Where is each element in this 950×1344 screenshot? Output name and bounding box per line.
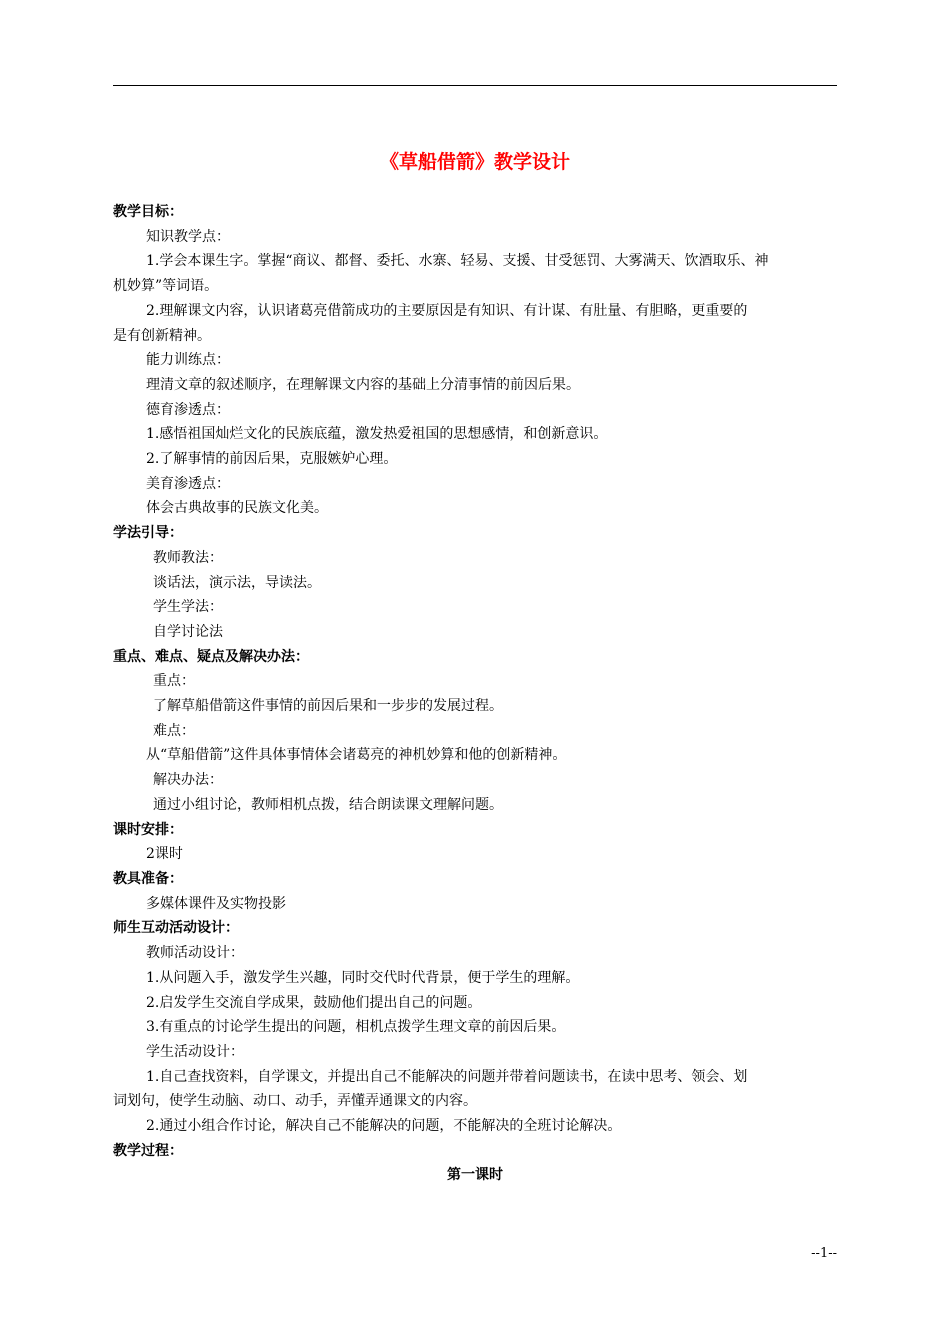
teacher-activity-3: 3.有重点的讨论学生提出的问题，相机点拨学生理文章的前因后果。 [146, 1019, 566, 1036]
student-activity-1a: 1.自己查找资料，自学课文，并提出自己不能解决的问题并带着问题读书，在读中思考、领会、划 [146, 1068, 748, 1085]
teacher-method-text: 谈话法，演示法，导读法。 [153, 574, 321, 591]
solution-label: 解决办法： [153, 772, 223, 789]
section-heading-key-points: 重点、难点、疑点及解决办法： [113, 648, 309, 665]
ability-item-1: 理清文章的叙述顺序，在理解课文内容的基础上分清事情的前因后果。 [146, 376, 580, 393]
teacher-method-label: 教师教法： [153, 549, 223, 566]
key-text: 了解草船借箭这件事情的前因后果和一步步的发展过程。 [153, 698, 503, 715]
section-heading-goals: 教学目标： [113, 204, 183, 220]
student-method-label: 学生学法： [153, 599, 223, 616]
knowledge-label: 知识教学点： [146, 228, 230, 245]
moral-label: 德育渗透点： [146, 401, 230, 418]
teacher-activity-1: 1.从问题入手，激发学生兴趣，同时交代时代背景，便于学生的理解。 [146, 969, 580, 986]
knowledge-item-2a: 2.理解课文内容，认识诸葛亮借箭成功的主要原因是有知识、有计谋、有肚量、有胆略，更重要的 [146, 302, 748, 319]
lesson-1-heading: 第一课时 [447, 1167, 503, 1184]
knowledge-item-1b: 机妙算”等词语。 [113, 278, 219, 295]
knowledge-item-1a: 1.学会本课生字。掌握“商议、都督、委托、水寨、轻易、支援、甘受惩罚、大雾满天、饮酒取乐、神 [146, 253, 769, 270]
solution-text: 通过小组讨论，教师相机点拨，结合朗读课文理解问题。 [153, 796, 503, 813]
aesthetic-label: 美育渗透点： [146, 475, 230, 492]
difficult-text: 从“草船借箭”这件具体事情体会诸葛亮的神机妙算和他的创新精神。 [146, 747, 567, 764]
student-method-text: 自学讨论法 [153, 623, 223, 640]
section-heading-schedule: 课时安排： [113, 821, 183, 838]
section-heading-methods: 学法引导： [113, 525, 183, 542]
tools-text: 多媒体课件及实物投影 [146, 895, 286, 912]
section-heading-interaction: 师生互动活动设计： [113, 920, 239, 937]
student-activity-label: 学生活动设计： [146, 1043, 244, 1060]
document-title: 《草船借箭》教学设计 [379, 151, 570, 173]
moral-item-2: 2.了解事情的前因后果，克服嫉妒心理。 [146, 451, 398, 468]
section-heading-tools: 教具准备： [113, 870, 183, 887]
aesthetic-item-1: 体会古典故事的民族文化美。 [146, 500, 328, 517]
header-rule [113, 85, 837, 86]
moral-item-1: 1.感悟祖国灿烂文化的民族底蕴，激发热爱祖国的思想感情，和创新意识。 [146, 426, 608, 443]
schedule-text: 2课时 [146, 846, 183, 863]
key-label: 重点： [153, 673, 195, 690]
student-activity-1b: 词划句，使学生动脑、动口、动手，弄懂弄通课文的内容。 [113, 1093, 477, 1110]
knowledge-item-2b: 是有创新精神。 [113, 327, 211, 344]
section-heading-process: 教学过程： [113, 1142, 183, 1159]
ability-label: 能力训练点： [146, 352, 230, 369]
document-body [113, 200, 837, 1188]
student-activity-2: 2.通过小组合作讨论，解决自己不能解决的问题，不能解决的全班讨论解决。 [146, 1118, 622, 1135]
teacher-activity-label: 教师活动设计： [146, 945, 244, 962]
teacher-activity-2: 2.启发学生交流自学成果，鼓励他们提出自己的问题。 [146, 994, 482, 1011]
page-number: --1-- [811, 1246, 837, 1261]
difficult-label: 难点： [153, 722, 195, 739]
